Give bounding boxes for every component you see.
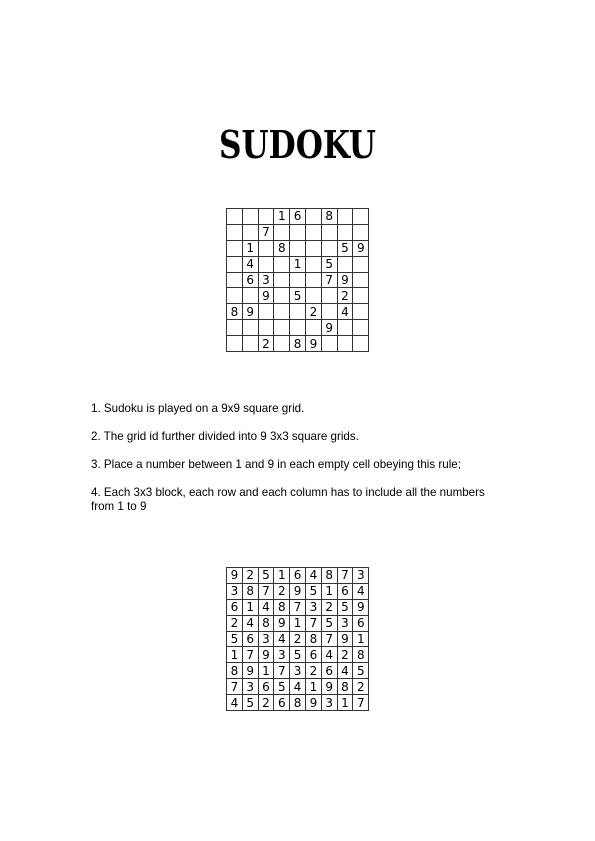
solution-cell: 3 — [337, 615, 353, 631]
puzzle-cell[interactable] — [353, 256, 369, 272]
solution-cell: 7 — [305, 615, 321, 631]
solution-cell: 7 — [258, 583, 274, 599]
puzzle-cell[interactable]: 5 — [290, 288, 306, 304]
puzzle-cell[interactable]: 2 — [258, 336, 274, 352]
puzzle-cell[interactable] — [290, 240, 306, 256]
solution-cell: 4 — [258, 599, 274, 615]
solution-row — [227, 583, 369, 599]
puzzle-cell[interactable] — [290, 320, 306, 336]
puzzle-cell[interactable]: 8 — [227, 304, 243, 320]
puzzle-cell[interactable]: 6 — [242, 272, 258, 288]
solution-cell: 9 — [305, 695, 321, 711]
puzzle-cell[interactable] — [321, 304, 337, 320]
solution-cell: 2 — [290, 631, 306, 647]
solution-cell: 2 — [258, 695, 274, 711]
puzzle-cell[interactable] — [258, 304, 274, 320]
solution-cell: 7 — [321, 631, 337, 647]
puzzle-cell[interactable] — [337, 256, 353, 272]
solution-cell: 1 — [227, 647, 243, 663]
puzzle-cell[interactable] — [274, 288, 290, 304]
puzzle-cell[interactable] — [227, 288, 243, 304]
puzzle-cell[interactable]: 9 — [305, 336, 321, 352]
puzzle-cell[interactable] — [353, 209, 369, 225]
solution-cell: 6 — [321, 663, 337, 679]
puzzle-cell[interactable] — [305, 272, 321, 288]
puzzle-cell[interactable] — [337, 224, 353, 240]
puzzle-cell[interactable]: 6 — [290, 209, 306, 225]
puzzle-cell[interactable] — [353, 304, 369, 320]
puzzle-cell[interactable] — [353, 288, 369, 304]
puzzle-cell[interactable] — [305, 288, 321, 304]
solution-row — [227, 599, 369, 615]
puzzle-cell[interactable] — [274, 304, 290, 320]
puzzle-cell[interactable] — [274, 336, 290, 352]
solution-cell: 9 — [274, 615, 290, 631]
solution-cell: 6 — [227, 599, 243, 615]
puzzle-cell[interactable] — [321, 288, 337, 304]
solution-cell: 5 — [242, 695, 258, 711]
puzzle-cell[interactable]: 1 — [290, 256, 306, 272]
rule-item: 1. Sudoku is played on a 9x9 square grid. — [91, 402, 305, 415]
solution-cell: 2 — [274, 583, 290, 599]
puzzle-cell[interactable]: 2 — [305, 304, 321, 320]
solution-cell: 8 — [274, 599, 290, 615]
puzzle-cell[interactable]: 9 — [353, 240, 369, 256]
solution-cell: 6 — [290, 568, 306, 584]
solution-cell: 2 — [305, 663, 321, 679]
solution-cell: 3 — [274, 647, 290, 663]
solution-cell: 1 — [290, 615, 306, 631]
puzzle-row — [227, 288, 369, 304]
solution-cell: 3 — [353, 568, 369, 584]
puzzle-cell[interactable] — [227, 256, 243, 272]
solution-cell: 6 — [305, 647, 321, 663]
solution-cell: 4 — [353, 583, 369, 599]
solution-cell: 5 — [290, 647, 306, 663]
solution-cell: 5 — [258, 568, 274, 584]
puzzle-cell[interactable] — [242, 288, 258, 304]
solution-cell: 7 — [337, 568, 353, 584]
puzzle-cell[interactable] — [227, 336, 243, 352]
puzzle-cell[interactable]: 1 — [274, 209, 290, 225]
puzzle-row — [227, 272, 369, 288]
puzzle-row — [227, 304, 369, 320]
solution-cell: 5 — [274, 679, 290, 695]
puzzle-cell[interactable] — [227, 272, 243, 288]
solution-cell: 5 — [227, 631, 243, 647]
solution-cell: 7 — [227, 679, 243, 695]
solution-cell: 1 — [337, 695, 353, 711]
puzzle-cell[interactable] — [258, 256, 274, 272]
solution-cell: 6 — [337, 583, 353, 599]
solution-cell: 3 — [258, 631, 274, 647]
solution-cell: 9 — [290, 583, 306, 599]
solution-cell: 8 — [242, 583, 258, 599]
solution-cell: 9 — [353, 599, 369, 615]
puzzle-cell[interactable] — [227, 320, 243, 336]
solution-cell: 8 — [258, 615, 274, 631]
puzzle-row — [227, 224, 369, 240]
puzzle-cell[interactable] — [321, 240, 337, 256]
solution-cell: 4 — [305, 568, 321, 584]
page-title: SUDOKU — [218, 122, 376, 167]
solution-cell: 9 — [337, 631, 353, 647]
solution-cell: 1 — [305, 679, 321, 695]
solution-cell: 7 — [274, 663, 290, 679]
puzzle-cell[interactable]: 5 — [321, 256, 337, 272]
solution-cell: 3 — [242, 679, 258, 695]
puzzle-cell[interactable]: 9 — [242, 304, 258, 320]
solution-cell: 8 — [353, 647, 369, 663]
puzzle-cell[interactable] — [274, 272, 290, 288]
solution-cell: 2 — [321, 599, 337, 615]
solution-cell: 2 — [337, 647, 353, 663]
solution-cell: 6 — [274, 695, 290, 711]
puzzle-cell[interactable] — [353, 224, 369, 240]
puzzle-row — [227, 256, 369, 272]
solution-row — [227, 615, 369, 631]
puzzle-cell[interactable] — [290, 304, 306, 320]
puzzle-cell[interactable] — [258, 240, 274, 256]
solution-cell: 7 — [290, 599, 306, 615]
solution-cell: 5 — [321, 615, 337, 631]
solution-cell: 3 — [305, 599, 321, 615]
solution-row — [227, 663, 369, 679]
puzzle-cell[interactable] — [321, 224, 337, 240]
puzzle-cell[interactable] — [305, 224, 321, 240]
puzzle-cell[interactable]: 8 — [274, 240, 290, 256]
puzzle-cell[interactable] — [242, 209, 258, 225]
rule-item: 4. Each 3x3 block, each row and each column has to include all the numbers from 1 to 9 — [91, 486, 485, 513]
puzzle-cell[interactable] — [290, 272, 306, 288]
solution-cell: 1 — [321, 583, 337, 599]
solution-cell: 5 — [353, 663, 369, 679]
puzzle-cell[interactable]: 8 — [321, 209, 337, 225]
puzzle-cell[interactable]: 9 — [337, 272, 353, 288]
solution-cell: 3 — [321, 695, 337, 711]
solution-cell: 2 — [353, 679, 369, 695]
puzzle-cell[interactable] — [305, 320, 321, 336]
solution-cell: 9 — [227, 568, 243, 584]
puzzle-cell[interactable]: 9 — [258, 288, 274, 304]
sudoku-solution-grid — [226, 567, 369, 711]
solution-row — [227, 647, 369, 663]
rules-list — [91, 402, 511, 528]
solution-cell: 4 — [290, 679, 306, 695]
solution-cell: 1 — [258, 663, 274, 679]
solution-cell: 9 — [258, 647, 274, 663]
puzzle-cell[interactable] — [305, 256, 321, 272]
solution-row — [227, 631, 369, 647]
solution-cell: 1 — [274, 568, 290, 584]
solution-cell: 4 — [337, 663, 353, 679]
solution-cell: 6 — [242, 631, 258, 647]
solution-cell: 9 — [242, 663, 258, 679]
puzzle-cell[interactable] — [274, 320, 290, 336]
sudoku-puzzle-grid — [226, 208, 369, 352]
puzzle-cell[interactable]: 3 — [258, 272, 274, 288]
puzzle-cell[interactable] — [353, 336, 369, 352]
solution-cell: 1 — [353, 631, 369, 647]
puzzle-cell[interactable] — [337, 336, 353, 352]
puzzle-cell[interactable] — [242, 224, 258, 240]
solution-cell: 8 — [321, 568, 337, 584]
puzzle-cell[interactable]: 8 — [290, 336, 306, 352]
puzzle-row — [227, 336, 369, 352]
solution-cell: 4 — [242, 615, 258, 631]
solution-cell: 8 — [227, 663, 243, 679]
solution-cell: 8 — [305, 631, 321, 647]
puzzle-cell[interactable]: 7 — [321, 272, 337, 288]
puzzle-cell[interactable] — [337, 320, 353, 336]
puzzle-row — [227, 320, 369, 336]
solution-cell: 4 — [227, 695, 243, 711]
puzzle-cell[interactable] — [353, 272, 369, 288]
puzzle-cell[interactable] — [305, 240, 321, 256]
solution-cell: 8 — [337, 679, 353, 695]
puzzle-cell[interactable] — [227, 209, 243, 225]
puzzle-row — [227, 209, 369, 225]
puzzle-cell[interactable]: 7 — [258, 224, 274, 240]
puzzle-cell[interactable] — [242, 336, 258, 352]
solution-row — [227, 695, 369, 711]
puzzle-cell[interactable] — [353, 320, 369, 336]
puzzle-cell[interactable] — [274, 224, 290, 240]
puzzle-cell[interactable] — [258, 209, 274, 225]
puzzle-cell[interactable]: 5 — [337, 240, 353, 256]
solution-cell: 4 — [274, 631, 290, 647]
puzzle-cell[interactable] — [258, 320, 274, 336]
puzzle-cell[interactable] — [290, 224, 306, 240]
solution-row — [227, 679, 369, 695]
solution-cell: 4 — [321, 647, 337, 663]
solution-cell: 6 — [353, 615, 369, 631]
solution-cell: 8 — [290, 695, 306, 711]
solution-cell: 2 — [242, 568, 258, 584]
rule-item: 2. The grid id further divided into 9 3x3 square grids. — [91, 430, 359, 443]
puzzle-cell[interactable] — [227, 224, 243, 240]
puzzle-row — [227, 240, 369, 256]
solution-cell: 3 — [290, 663, 306, 679]
solution-cell: 7 — [242, 647, 258, 663]
puzzle-cell[interactable] — [227, 240, 243, 256]
solution-row — [227, 568, 369, 584]
solution-cell: 5 — [337, 599, 353, 615]
puzzle-cell[interactable] — [305, 209, 321, 225]
solution-cell: 9 — [321, 679, 337, 695]
puzzle-cell[interactable]: 9 — [321, 320, 337, 336]
puzzle-cell[interactable]: 4 — [337, 304, 353, 320]
rule-item: 3. Place a number between 1 and 9 in each empty cell obeying this rule; — [91, 458, 461, 471]
solution-cell: 6 — [258, 679, 274, 695]
puzzle-cell[interactable]: 4 — [242, 256, 258, 272]
puzzle-cell[interactable]: 1 — [242, 240, 258, 256]
solution-cell: 1 — [242, 599, 258, 615]
puzzle-cell[interactable] — [321, 336, 337, 352]
solution-cell: 7 — [353, 695, 369, 711]
puzzle-cell[interactable] — [274, 256, 290, 272]
solution-cell: 3 — [227, 583, 243, 599]
puzzle-cell[interactable] — [337, 209, 353, 225]
solution-cell: 2 — [227, 615, 243, 631]
puzzle-cell[interactable]: 2 — [337, 288, 353, 304]
puzzle-cell[interactable] — [242, 320, 258, 336]
solution-cell: 5 — [305, 583, 321, 599]
